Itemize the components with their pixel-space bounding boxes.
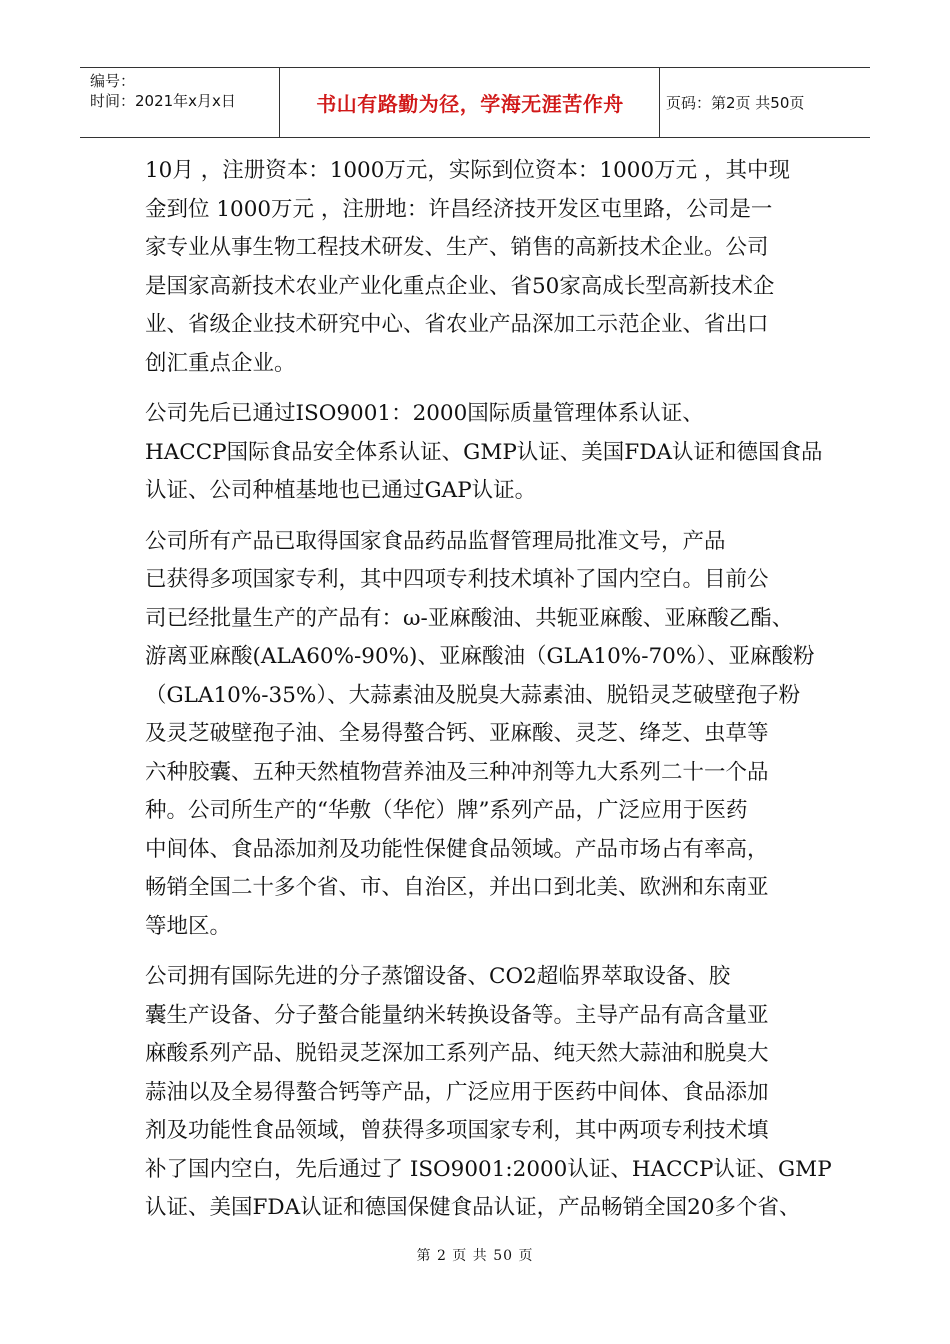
text-line: 畅销全国二十多个省、市、自治区，并出口到北美、欧洲和东南亚 [145,875,769,900]
text-line: 中间体、食品添加剂及功能性保健食品领域。产品市场占有率高， [145,836,769,862]
text-line: 创汇重点企业。 [145,350,296,376]
paragraph [145,523,815,947]
page-footer [0,1245,950,1265]
text-line: 麻酸系列产品、脱铅灵芝深加工系列产品、纯天然大蒜油和脱臭大 [145,1041,769,1066]
text-line: 公司先后已通过ISO9001：2000国际质量管理体系认证、 [145,401,704,426]
text-line: HACCP国际食品安全体系认证、GMP认证、美国FDA认证和德国食品 [145,439,823,465]
text-line: 等地区。 [145,913,232,939]
text-line: 已获得多项国家专利，其中四项专利技术填补了国内空白。目前公 [145,567,769,592]
header-meta-cell [80,68,280,137]
text-line: 司已经批量生产的产品有：ω-亚麻酸油、共轭亚麻酸、亚麻酸乙酯、 [145,605,794,631]
header-motto: 书山有路勤为径，学海无涯苦作舟 [316,92,624,116]
serial-number-label: 编号： [90,72,136,90]
date-label: 时间：2021年x月x日 [90,92,236,110]
text-line: 六种胶囊、五种天然植物营养油及三种冲剂等九大系列二十一个品 [145,759,769,785]
text-line: 种。公司所生产的“华敷（华佗）牌”系列产品，广泛应用于医药 [145,798,748,823]
text-line: 剂及功能性食品领域，曾获得多项国家专利，其中两项专利技术填 [145,1118,769,1143]
text-line: 家专业从事生物工程技术研发、生产、销售的高新技术企业。公司 [145,235,769,260]
document-body [145,152,832,1228]
text-line: 业、省级企业技术研究中心、省农业产品深加工示范企业、省出口 [145,312,769,337]
text-line: 认证、美国FDA认证和德国保健食品认证，产品畅销全国20多个省、 [145,1195,801,1220]
text-line: 金到位 1000万元 ，注册地：许昌经济技开发区屯里路，公司是一 [145,196,773,222]
text-line: 10月 ，注册资本：1000万元，实际到位资本：1000万元 ，其中现 [145,158,790,183]
header-page-cell [660,68,870,137]
text-line: 及灵芝破壁孢子油、全易得螯合钙、亚麻酸、灵芝、绛芝、虫草等 [145,721,769,746]
header-page-info: 页码：第2页 共50页 [666,94,805,112]
paragraph [145,395,823,511]
text-line: 囊生产设备、分子螯合能量纳米转换设备等。主导产品有高含量亚 [145,1002,769,1028]
header-motto-cell [281,68,660,137]
text-line: 补了国内空白，先后通过了 ISO9001:2000认证、HACCP认证、GMP [145,1156,832,1182]
text-line: 是国家高新技术农业产业化重点企业、省50家高成长型高新技术企 [145,273,775,299]
text-line: 公司拥有国际先进的分子蒸馏设备、CO2超临界萃取设备、胶 [145,964,731,989]
text-line: 蒜油以及全易得螯合钙等产品，广泛应用于医药中间体、食品添加 [145,1079,769,1105]
footer-page-number: 第 2 页 共 50 页 [416,1248,534,1264]
page-header [80,67,870,138]
paragraph [145,958,832,1228]
text-line: 认证、公司种植基地也已通过GAP认证。 [145,478,537,503]
text-line: 游离亚麻酸(ALA60%-90%)、亚麻酸油（GLA10%-70%）、亚麻酸粉 [145,644,815,669]
paragraph [145,152,810,383]
text-line: （GLA10%-35%）、大蒜素油及脱臭大蒜素油、脱铅灵芝破壁孢子粉 [145,682,801,708]
text-line: 公司所有产品已取得国家食品药品监督管理局批准文号，产品 [145,528,726,554]
